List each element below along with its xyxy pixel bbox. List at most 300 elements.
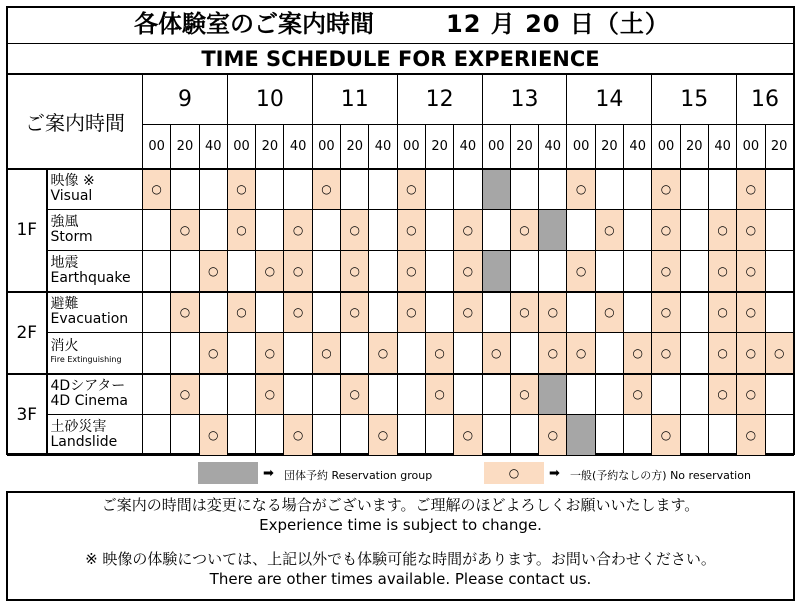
- time-slot-empty: [369, 292, 397, 333]
- circle-mark-icon: ○: [349, 305, 360, 320]
- time-slot-empty: [369, 251, 397, 292]
- time-slot-empty: [624, 292, 652, 333]
- time-slot-empty: [567, 374, 595, 415]
- schedule-row: [8, 169, 794, 210]
- time-slot-general: [708, 210, 736, 251]
- time-slot-general: [652, 251, 680, 292]
- time-slot-general: [256, 333, 284, 374]
- floor-label: 3F: [8, 374, 47, 456]
- time-slot-general: [341, 374, 369, 415]
- time-slot-general: [369, 415, 397, 456]
- circle-mark-icon: ○: [462, 223, 474, 237]
- experience-name-jp: 映像 ※: [50, 173, 95, 190]
- time-slot-group: [539, 210, 567, 251]
- circle-mark-icon: ○: [660, 223, 672, 237]
- time-slot-empty: [227, 251, 255, 292]
- time-slot-general: [341, 251, 369, 292]
- time-slot-empty: [312, 374, 340, 415]
- time-slot-general: [595, 292, 623, 333]
- time-slot-general: [737, 415, 765, 456]
- time-slot-empty: [369, 169, 397, 210]
- time-slot-general: [567, 333, 595, 374]
- circle-mark-icon: ○: [547, 428, 559, 442]
- time-slot-empty: [765, 169, 793, 210]
- circle-mark-icon: ○: [406, 223, 417, 237]
- circle-mark-icon: ○: [292, 223, 304, 237]
- time-slot-empty: [595, 251, 623, 292]
- time-slot-general: [199, 251, 227, 292]
- circle-mark-icon: ○: [462, 305, 474, 320]
- circle-mark-icon: ○: [208, 345, 219, 360]
- time-slot-empty: [341, 333, 369, 374]
- time-slot-general: [595, 210, 623, 251]
- experience-name-en: Fire Extinguishing: [50, 355, 122, 365]
- time-slot-general: [369, 333, 397, 374]
- time-slot-empty: [284, 374, 312, 415]
- circle-mark-icon: ○: [179, 387, 191, 402]
- time-slot-empty: [227, 374, 255, 415]
- hour-header-row: [8, 75, 794, 125]
- time-slot-general: [425, 374, 453, 415]
- circle-mark-icon: ○: [349, 263, 360, 278]
- hour-header: 15: [652, 75, 737, 125]
- circle-mark-icon: ○: [717, 387, 728, 402]
- circle-mark-icon: ○: [349, 223, 360, 237]
- time-slot-empty: [482, 292, 510, 333]
- time-slot-empty: [624, 210, 652, 251]
- time-slot-general: [708, 251, 736, 292]
- time-slot-group: [539, 374, 567, 415]
- time-slot-empty: [539, 169, 567, 210]
- minute-header: 40: [199, 125, 227, 169]
- page-subtitle: TIME SCHEDULE FOR EXPERIENCE: [6, 44, 795, 74]
- minute-header: 40: [369, 125, 397, 169]
- legend: [0, 462, 800, 486]
- time-slot-empty: [199, 210, 227, 251]
- schedule-row: [8, 374, 794, 415]
- circle-mark-icon: ○: [406, 182, 417, 197]
- time-slot-general: [624, 374, 652, 415]
- time-slot-general: [171, 292, 199, 333]
- circle-mark-icon: ○: [604, 305, 615, 320]
- circle-mark-icon: ○: [745, 305, 757, 320]
- minute-header: 20: [256, 125, 284, 169]
- circle-mark-icon: ○: [745, 345, 757, 360]
- circle-mark-icon: ○: [717, 305, 728, 320]
- circle-mark-icon: ○: [632, 387, 643, 402]
- circle-mark-icon: ○: [717, 345, 728, 360]
- title-bar: [6, 6, 795, 44]
- time-slot-empty: [567, 210, 595, 251]
- time-slot-empty: [454, 333, 482, 374]
- legend-group-swatch: [198, 462, 258, 484]
- experience-name: [47, 374, 143, 415]
- time-slot-empty: [624, 169, 652, 210]
- notes-box: [6, 491, 795, 601]
- time-slot-general: [737, 210, 765, 251]
- time-slot-empty: [284, 169, 312, 210]
- time-slot-empty: [425, 210, 453, 251]
- hour-header: 16: [737, 75, 794, 125]
- circle-mark-icon: ○: [236, 305, 247, 320]
- circle-mark-icon: ○: [434, 345, 445, 360]
- circle-mark-icon: ○: [547, 345, 559, 360]
- circle-mark-icon: ○: [292, 305, 304, 320]
- time-slot-empty: [652, 374, 680, 415]
- time-slot-general: [227, 210, 255, 251]
- time-slot-empty: [454, 374, 482, 415]
- time-slot-general: [341, 292, 369, 333]
- time-slot-empty: [143, 251, 171, 292]
- experience-name-jp: 消火: [50, 338, 79, 355]
- time-slot-empty: [143, 333, 171, 374]
- time-slot-group: [482, 169, 510, 210]
- circle-mark-icon: ○: [660, 345, 672, 360]
- time-slot-general: [397, 292, 425, 333]
- time-slot-empty: [256, 210, 284, 251]
- circle-mark-icon: ○: [208, 263, 219, 278]
- time-slot-general: [397, 251, 425, 292]
- schedule-row: [8, 415, 794, 456]
- circle-mark-icon: ○: [745, 223, 757, 237]
- experience-name: [47, 251, 143, 292]
- circle-mark-icon: ○: [406, 263, 417, 278]
- circle-mark-icon: ○: [519, 223, 530, 237]
- circle-mark-icon: ○: [660, 263, 672, 278]
- minute-header: 20: [171, 125, 199, 169]
- circle-mark-icon: ○: [264, 345, 276, 360]
- legend-general-swatch: [484, 462, 544, 484]
- hour-header: 13: [482, 75, 567, 125]
- time-slot-empty: [482, 415, 510, 456]
- time-slot-empty: [341, 169, 369, 210]
- time-slot-general: [510, 292, 538, 333]
- hour-header: 10: [227, 75, 312, 125]
- note-change-jp: ご案内の時間は変更になる場合がございます。ご理解のほどよろしくお願いいたします。: [101, 496, 700, 514]
- time-slot-general: [765, 333, 793, 374]
- circle-mark-icon: ○: [660, 428, 672, 442]
- time-slot-empty: [454, 169, 482, 210]
- experience-name: [47, 210, 143, 251]
- time-slot-general: [708, 292, 736, 333]
- time-slot-empty: [199, 292, 227, 333]
- hour-header: 9: [143, 75, 228, 125]
- time-slot-general: [567, 251, 595, 292]
- time-slot-empty: [595, 415, 623, 456]
- experience-name: [47, 292, 143, 333]
- note-change-en: Experience time is subject to change.: [259, 516, 542, 534]
- floor-label: 1F: [8, 169, 47, 292]
- time-slot-empty: [680, 374, 708, 415]
- time-slot-general: [482, 333, 510, 374]
- time-slot-empty: [143, 292, 171, 333]
- time-slot-general: [312, 169, 340, 210]
- circle-mark-icon: ○: [434, 387, 445, 402]
- minute-header: 20: [425, 125, 453, 169]
- page-title: 各体験室のご案内時間: [134, 10, 374, 38]
- experience-name-en: Earthquake: [50, 269, 131, 286]
- circle-mark-icon: ○: [575, 263, 587, 278]
- time-slot-general: [510, 374, 538, 415]
- time-slot-empty: [624, 415, 652, 456]
- time-slot-general: [227, 292, 255, 333]
- time-slot-empty: [312, 251, 340, 292]
- time-slot-empty: [680, 251, 708, 292]
- time-slot-empty: [510, 251, 538, 292]
- time-slot-empty: [510, 415, 538, 456]
- schedule-row: [8, 292, 794, 333]
- note-visual-jp: ※ 映像の体験については、上記以外でも体験可能な時間があります。お問い合わせください。: [85, 550, 716, 568]
- hour-header: 11: [312, 75, 397, 125]
- arrow-right-icon: ➡: [549, 466, 560, 481]
- circle-mark-icon: ○: [292, 428, 304, 442]
- circle-mark-icon: ○: [349, 387, 360, 402]
- time-slot-general: [539, 292, 567, 333]
- experience-name-jp: 避難: [50, 296, 79, 313]
- time-slot-empty: [312, 210, 340, 251]
- time-slot-empty: [143, 374, 171, 415]
- circle-mark-icon: ○: [377, 345, 389, 360]
- minute-header: 40: [708, 125, 736, 169]
- time-slot-empty: [595, 374, 623, 415]
- time-slot-empty: [680, 415, 708, 456]
- circle-mark-icon: ○: [377, 428, 389, 442]
- time-slot-empty: [510, 169, 538, 210]
- experience-name-en: Storm: [50, 229, 93, 245]
- circle-mark-icon: ○: [632, 345, 643, 360]
- minute-header: 20: [765, 125, 793, 169]
- time-slot-empty: [341, 415, 369, 456]
- time-slot-empty: [199, 169, 227, 210]
- time-slot-empty: [425, 415, 453, 456]
- circle-mark-icon: ○: [745, 182, 757, 197]
- time-slot-empty: [680, 333, 708, 374]
- time-slot-general: [312, 333, 340, 374]
- time-slot-empty: [425, 169, 453, 210]
- minute-header: 00: [482, 125, 510, 169]
- experience-name: [47, 169, 143, 210]
- time-slot-empty: [227, 333, 255, 374]
- time-slot-empty: [765, 251, 793, 292]
- circle-mark-icon: ○: [575, 345, 587, 360]
- schedule-table: [7, 74, 794, 456]
- time-slot-general: [256, 251, 284, 292]
- time-slot-empty: [595, 169, 623, 210]
- circle-mark-icon: ○: [717, 263, 728, 278]
- time-slot-general: [227, 169, 255, 210]
- circle-mark-icon: ○: [490, 345, 502, 360]
- time-slot-general: [567, 169, 595, 210]
- time-slot-empty: [425, 251, 453, 292]
- hour-header: 14: [567, 75, 652, 125]
- schedule-row: [8, 333, 794, 374]
- time-slot-general: [171, 374, 199, 415]
- experience-name-en: Visual: [50, 188, 93, 205]
- floor-label: 2F: [8, 292, 47, 374]
- time-slot-empty: [369, 210, 397, 251]
- time-slot-general: [652, 415, 680, 456]
- time-slot-group: [482, 251, 510, 292]
- time-slot-empty: [708, 169, 736, 210]
- time-slot-empty: [680, 292, 708, 333]
- circle-mark-icon: ○: [745, 263, 757, 278]
- time-slot-empty: [312, 415, 340, 456]
- time-slot-general: [454, 210, 482, 251]
- legend-general-label: 一般(予約なしの方) No reservation: [570, 469, 751, 482]
- time-slot-general: [737, 333, 765, 374]
- guidance-time-label: ご案内時間: [8, 75, 143, 169]
- time-slot-empty: [765, 374, 793, 415]
- time-slot-empty: [171, 251, 199, 292]
- time-slot-empty: [227, 415, 255, 456]
- minute-header: 40: [624, 125, 652, 169]
- minute-header: 00: [143, 125, 171, 169]
- minute-header: 00: [397, 125, 425, 169]
- minute-header: 00: [227, 125, 255, 169]
- time-slot-empty: [256, 415, 284, 456]
- circle-mark-icon: ○: [717, 223, 728, 237]
- experience-name-jp: 土砂災害: [50, 419, 107, 435]
- time-slot-empty: [567, 292, 595, 333]
- time-slot-group: [567, 415, 595, 456]
- experience-name-jp: 地震: [50, 254, 79, 271]
- experience-name-jp: 強風: [50, 214, 79, 230]
- circle-mark-icon: ○: [264, 387, 276, 402]
- time-slot-empty: [708, 415, 736, 456]
- time-slot-general: [737, 169, 765, 210]
- minute-header: 40: [539, 125, 567, 169]
- time-slot-general: [652, 210, 680, 251]
- time-slot-general: [454, 415, 482, 456]
- circle-mark-icon: ○: [773, 345, 785, 360]
- schedule-date: 12 月 20 日（土）: [446, 10, 670, 38]
- time-slot-empty: [425, 292, 453, 333]
- legend-group-label: 団体予約 Reservation group: [284, 469, 433, 482]
- time-slot-general: [397, 210, 425, 251]
- time-slot-empty: [539, 251, 567, 292]
- experience-name: [47, 333, 143, 374]
- minute-header: 40: [284, 125, 312, 169]
- time-slot-general: [171, 210, 199, 251]
- hour-header: 12: [397, 75, 482, 125]
- experience-name: [47, 415, 143, 456]
- time-slot-empty: [482, 210, 510, 251]
- circle-mark-icon: ○: [236, 182, 247, 197]
- time-slot-general: [397, 169, 425, 210]
- circle-mark-icon: ○: [151, 182, 162, 197]
- time-slot-empty: [199, 374, 227, 415]
- minute-header: 40: [454, 125, 482, 169]
- circle-mark-icon: ○: [264, 263, 276, 278]
- time-slot-general: [510, 210, 538, 251]
- time-slot-empty: [680, 169, 708, 210]
- time-slot-general: [652, 169, 680, 210]
- time-slot-empty: [397, 415, 425, 456]
- experience-name-jp: 4Dシアター: [50, 378, 126, 395]
- circle-mark-icon: ○: [292, 263, 304, 278]
- schedule-row: [8, 210, 794, 251]
- time-slot-general: [737, 374, 765, 415]
- time-slot-empty: [680, 210, 708, 251]
- experience-name-en: 4D Cinema: [50, 393, 129, 410]
- circle-mark-icon: ○: [745, 387, 757, 402]
- time-slot-empty: [595, 333, 623, 374]
- time-slot-empty: [256, 169, 284, 210]
- time-slot-general: [284, 292, 312, 333]
- experience-name-en: Landslide: [50, 434, 118, 450]
- circle-mark-icon: ○: [321, 345, 332, 360]
- circle-mark-icon: ○: [660, 305, 672, 320]
- time-slot-empty: [397, 374, 425, 415]
- time-slot-general: [454, 251, 482, 292]
- time-slot-general: [652, 292, 680, 333]
- circle-mark-icon: ○: [462, 263, 474, 278]
- time-slot-empty: [312, 292, 340, 333]
- time-slot-general: [341, 210, 369, 251]
- time-slot-empty: [765, 210, 793, 251]
- time-slot-empty: [482, 374, 510, 415]
- time-slot-general: [454, 292, 482, 333]
- minute-header: 20: [510, 125, 538, 169]
- minute-header: 00: [312, 125, 340, 169]
- circle-mark-icon: ○: [406, 305, 417, 320]
- time-slot-general: [737, 292, 765, 333]
- time-slot-empty: [765, 292, 793, 333]
- note-visual-en: There are other times available. Please contact us.: [209, 570, 592, 588]
- time-slot-general: [199, 415, 227, 456]
- time-slot-general: [708, 374, 736, 415]
- circle-mark-icon: ○: [660, 182, 672, 197]
- minute-header: 00: [652, 125, 680, 169]
- time-slot-empty: [171, 169, 199, 210]
- time-slot-general: [199, 333, 227, 374]
- minute-header: 00: [567, 125, 595, 169]
- time-slot-general: [425, 333, 453, 374]
- circle-mark-icon: ○: [519, 387, 530, 402]
- circle-mark-icon: ○: [604, 223, 615, 237]
- time-slot-general: [284, 210, 312, 251]
- time-slot-general: [708, 333, 736, 374]
- time-slot-general: [284, 415, 312, 456]
- circle-mark-icon: ○: [519, 305, 530, 320]
- time-slot-empty: [369, 374, 397, 415]
- time-slot-empty: [765, 415, 793, 456]
- circle-mark-icon: ○: [179, 305, 191, 320]
- circle-mark-icon: ○: [236, 223, 247, 237]
- minute-header: 20: [341, 125, 369, 169]
- time-slot-general: [539, 415, 567, 456]
- schedule-row: [8, 251, 794, 292]
- time-slot-empty: [143, 415, 171, 456]
- circle-mark-icon: ○: [575, 182, 587, 197]
- time-slot-general: [284, 251, 312, 292]
- time-slot-empty: [143, 210, 171, 251]
- time-slot-general: [143, 169, 171, 210]
- time-slot-empty: [510, 333, 538, 374]
- time-slot-general: [256, 374, 284, 415]
- arrow-right-icon: ➡: [263, 466, 274, 481]
- minute-header: 00: [737, 125, 765, 169]
- circle-mark-icon: ○: [745, 428, 757, 442]
- experience-name-en: Evacuation: [50, 311, 129, 328]
- time-slot-empty: [397, 333, 425, 374]
- circle-mark-icon: ○: [321, 182, 332, 197]
- circle-mark-icon: ○: [547, 305, 559, 320]
- time-slot-empty: [624, 251, 652, 292]
- time-slot-general: [652, 333, 680, 374]
- time-slot-general: [737, 251, 765, 292]
- time-slot-empty: [171, 415, 199, 456]
